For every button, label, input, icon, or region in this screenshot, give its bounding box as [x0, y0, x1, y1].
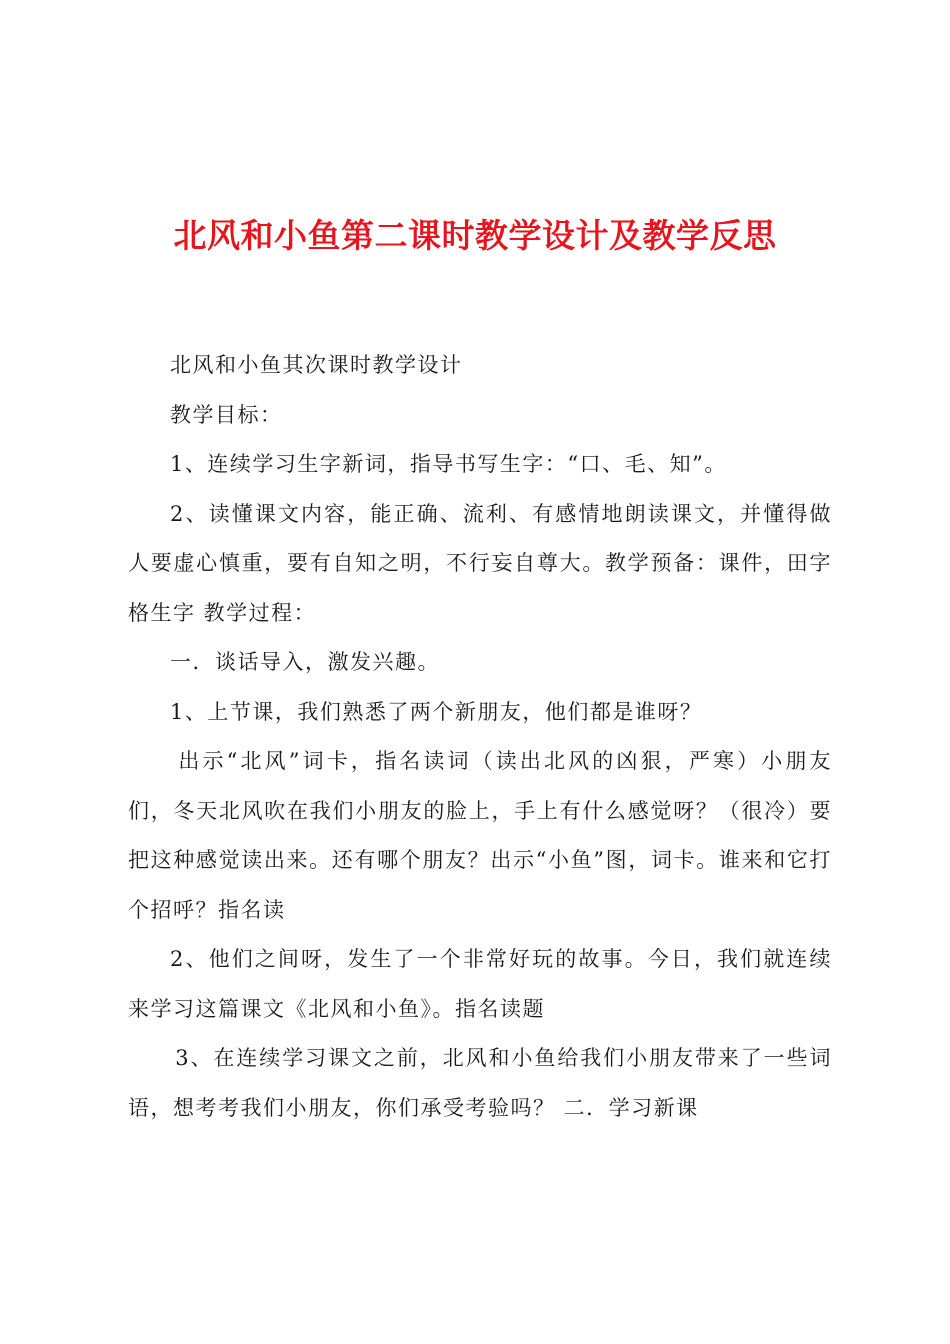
paragraph-objective-1: 1、连续学习生字新词，指导书写生字：“口、毛、知”。: [170, 452, 727, 476]
paragraph-objectives-heading: 教学目标：: [170, 402, 283, 427]
paragraph-step-1-detail: 出示“北风”词卡，指名读词（读出北风的凶狠，严寒）小朋友们，冬天北风吹在我们小朋友的脸上，手上有什么感觉呀？（很冷）要把这种感觉读出来。还有哪个朋友？出示“小鱼”图，词卡。谁来和它打个招呼？指名读: [128, 749, 832, 922]
document-title: 北风和小鱼第二课时教学设计及教学反思: [173, 216, 777, 255]
paragraph-subtitle: 北风和小鱼其次课时教学设计: [170, 353, 463, 377]
paragraph-step-1-item-1: 1、上节课，我们熟悉了两个新朋友，他们都是谁呀？: [170, 699, 703, 724]
paragraph-step-1-heading: 一．谈话导入，激发兴趣。: [170, 650, 440, 674]
paragraph-objective-2: 2、读懂课文内容，能正确、流利、有感情地朗读课文，并懂得做人要虚心慎重，要有自知之明，不行妄自尊大。教学预备：课件，田字格生字 教学过程：: [128, 501, 832, 625]
paragraph-step-1-item-2: 2、他们之间呀，发生了一个非常好玩的故事。今日，我们就连续来学习这篇课文《北风和小鱼》。指名读题: [128, 947, 832, 1021]
paragraph-step-1-item-3: 3、在连续学习课文之前，北风和小鱼给我们小朋友带来了一些词语，想考考我们小朋友，你们承受考验吗？ 二．学习新课: [128, 1046, 832, 1120]
document-body: [128, 341, 832, 1133]
